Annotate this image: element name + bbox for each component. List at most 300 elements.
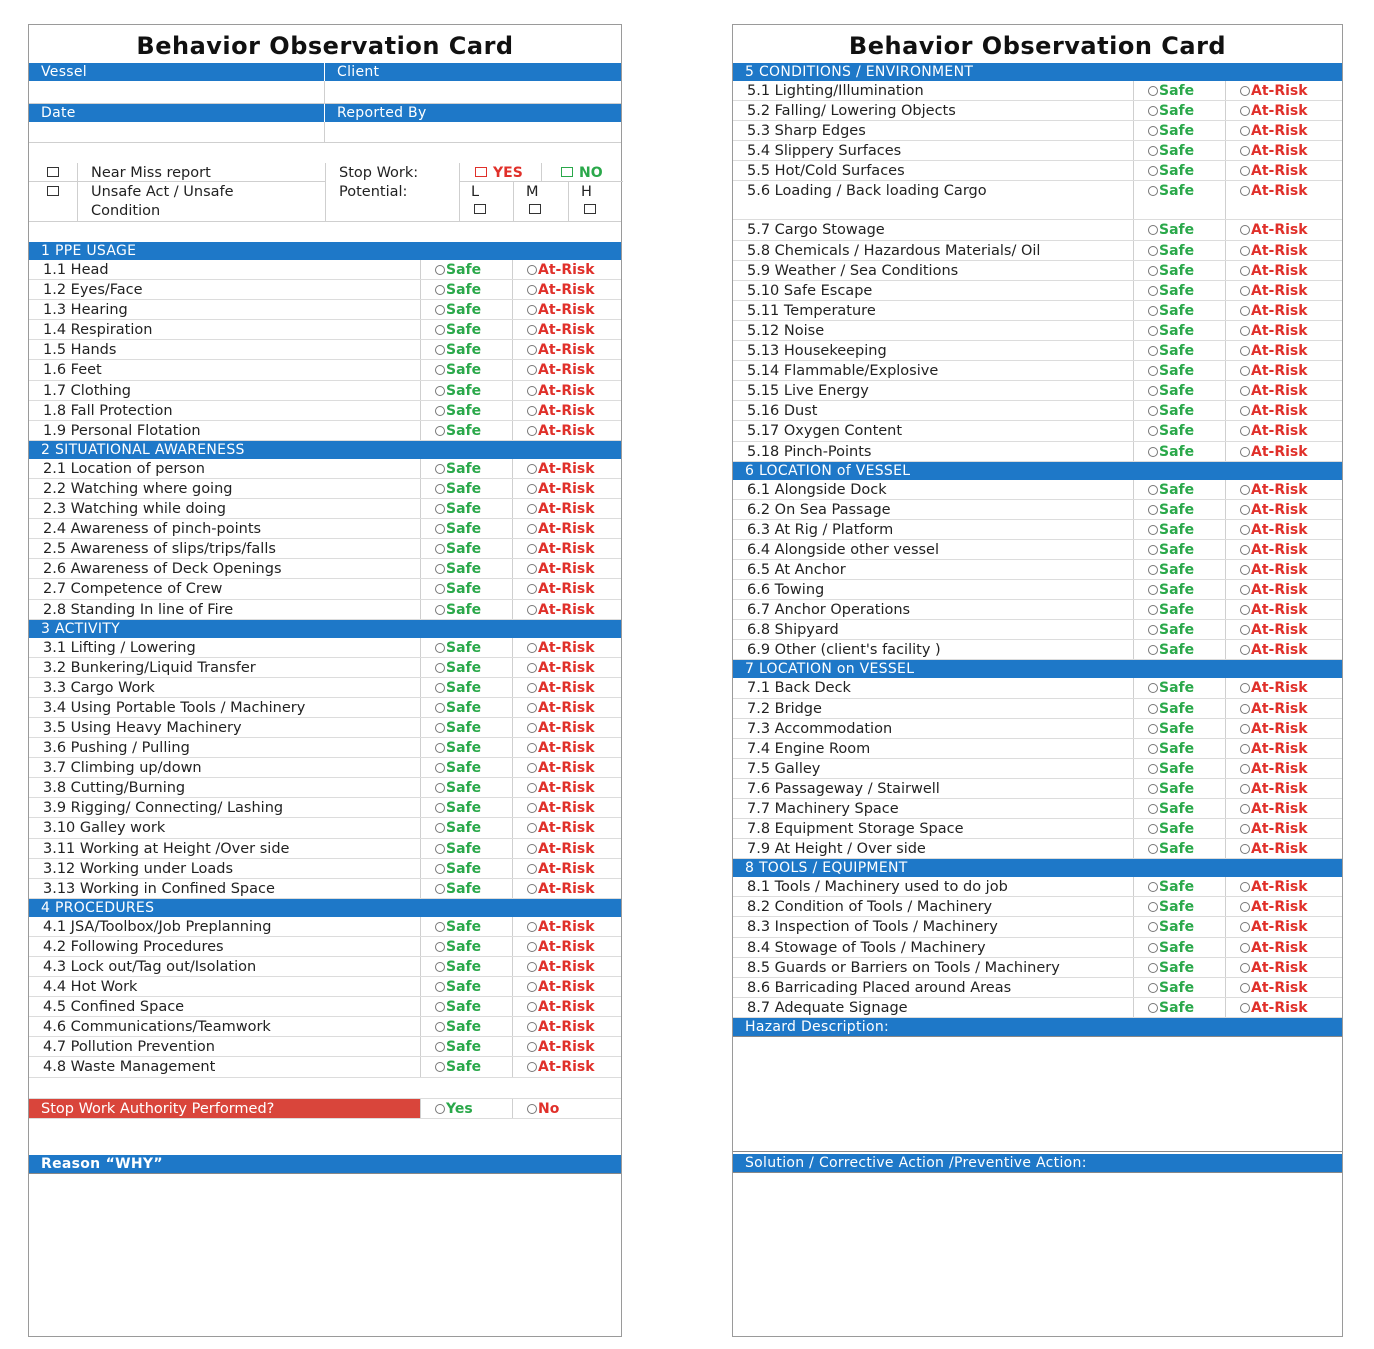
observation-label: 6.8 Shipyard: [733, 620, 1134, 639]
observation-row: [733, 141, 1342, 161]
at-risk-label: At-Risk: [1251, 423, 1308, 440]
safe-label: Safe: [1159, 521, 1195, 538]
safe-option[interactable]: [1134, 401, 1226, 420]
reason-text-area[interactable]: [29, 1173, 621, 1327]
near-miss-checkbox[interactable]: [47, 167, 59, 177]
radio-icon: [1240, 505, 1250, 515]
at-risk-option[interactable]: [1226, 442, 1342, 461]
at-risk-option[interactable]: [1226, 301, 1342, 320]
at-risk-option[interactable]: [513, 340, 619, 359]
client-field[interactable]: [325, 81, 621, 103]
at-risk-option[interactable]: [513, 917, 619, 936]
safe-option[interactable]: [421, 917, 513, 936]
at-risk-option[interactable]: [513, 459, 619, 478]
at-risk-option[interactable]: [513, 798, 619, 817]
observation-row: [733, 121, 1342, 141]
radio-icon: [1148, 704, 1158, 714]
observation-label: 7.4 Engine Room: [733, 739, 1134, 758]
safe-option[interactable]: [1134, 520, 1226, 539]
at-risk-option[interactable]: [1226, 241, 1342, 260]
vessel-label: Vessel: [29, 63, 325, 81]
safe-option[interactable]: [1134, 121, 1226, 140]
at-risk-option[interactable]: [513, 600, 619, 619]
safe-option[interactable]: [421, 539, 513, 558]
radio-icon: [1148, 266, 1158, 276]
safe-option[interactable]: [1134, 600, 1226, 619]
at-risk-option[interactable]: [1226, 261, 1342, 280]
safe-option[interactable]: [1134, 719, 1226, 738]
at-risk-option[interactable]: [513, 280, 619, 299]
observation-label: 5.15 Live Energy: [733, 381, 1134, 400]
column-divider: [459, 163, 460, 221]
observation-label: 6.9 Other (client's facility ): [733, 640, 1134, 659]
safe-option[interactable]: [1134, 839, 1226, 858]
safe-option[interactable]: [1134, 739, 1226, 758]
at-risk-label: At-Risk: [1251, 242, 1308, 259]
at-risk-option[interactable]: [1226, 401, 1342, 420]
card-title: Behavior Observation Card: [848, 32, 1227, 60]
observation-label: 3.7 Climbing up/down: [29, 758, 421, 777]
safe-option[interactable]: [421, 937, 513, 956]
at-risk-option[interactable]: [513, 698, 619, 717]
safe-option[interactable]: [1134, 261, 1226, 280]
at-risk-option[interactable]: [513, 260, 619, 279]
observation-row: [29, 381, 621, 401]
at-risk-option[interactable]: [513, 839, 619, 858]
radio-icon: [1148, 485, 1158, 495]
at-risk-option[interactable]: [1226, 480, 1342, 499]
at-risk-label: At-Risk: [1251, 780, 1308, 797]
safe-label: Safe: [1159, 481, 1195, 498]
safe-option[interactable]: [1134, 819, 1226, 838]
safe-option[interactable]: [1134, 897, 1226, 916]
at-risk-label: At-Risk: [538, 699, 595, 716]
swa-no-option[interactable]: [513, 1099, 619, 1118]
radio-icon: [435, 406, 445, 416]
safe-option[interactable]: [421, 879, 513, 898]
date-label: Date: [29, 104, 325, 122]
observation-label: 7.2 Bridge: [733, 699, 1134, 718]
at-risk-label: At-Risk: [1251, 622, 1308, 639]
at-risk-option[interactable]: [513, 381, 619, 400]
hazard-description-area[interactable]: [733, 1036, 1342, 1152]
observation-row: [733, 779, 1342, 799]
safe-option[interactable]: [1134, 161, 1226, 180]
safe-option[interactable]: [421, 1017, 513, 1036]
safe-option[interactable]: [421, 678, 513, 697]
safe-option[interactable]: [421, 579, 513, 598]
safe-option[interactable]: [1134, 699, 1226, 718]
at-risk-option[interactable]: [1226, 938, 1342, 957]
radio-icon: [435, 823, 445, 833]
at-risk-label: At-Risk: [538, 1019, 595, 1036]
safe-label: Safe: [446, 719, 482, 736]
vessel-field[interactable]: [29, 81, 325, 103]
observation-label: 5.10 Safe Escape: [733, 281, 1134, 300]
safe-option[interactable]: [421, 360, 513, 379]
safe-option[interactable]: [421, 499, 513, 518]
observation-label: 5.1 Lighting/Illumination: [733, 81, 1134, 100]
observation-row: [29, 260, 621, 280]
safe-option[interactable]: [1134, 917, 1226, 936]
at-risk-option[interactable]: [513, 360, 619, 379]
observation-row: [29, 977, 621, 997]
section-header: 4 PROCEDURES: [29, 899, 621, 917]
safe-option[interactable]: [421, 340, 513, 359]
observation-row: [29, 957, 621, 977]
radio-icon: [1240, 605, 1250, 615]
at-risk-option[interactable]: [513, 879, 619, 898]
at-risk-option[interactable]: [1226, 600, 1342, 619]
safe-option[interactable]: [421, 658, 513, 677]
at-risk-option[interactable]: [1226, 580, 1342, 599]
observation-row: [29, 519, 621, 539]
observation-row: [733, 938, 1342, 958]
safe-option[interactable]: [421, 778, 513, 797]
at-risk-option[interactable]: [1226, 978, 1342, 997]
radio-icon: [1148, 744, 1158, 754]
safe-option[interactable]: [421, 977, 513, 996]
observation-row: [29, 1057, 621, 1077]
radio-icon: [1240, 645, 1250, 655]
observation-label: 4.4 Hot Work: [29, 977, 421, 996]
at-risk-option[interactable]: [1226, 877, 1342, 896]
radio-icon: [527, 864, 537, 874]
at-risk-option[interactable]: [1226, 161, 1342, 180]
safe-option[interactable]: [1134, 580, 1226, 599]
radio-icon: [527, 544, 537, 554]
safe-option[interactable]: [421, 401, 513, 420]
safe-option[interactable]: [421, 698, 513, 717]
safe-option[interactable]: [421, 421, 513, 440]
level-l-checkbox[interactable]: [474, 204, 486, 214]
right-sections: [733, 63, 1342, 1018]
safe-option[interactable]: [421, 758, 513, 777]
safe-option[interactable]: [1134, 341, 1226, 360]
section-header: 1 PPE USAGE: [29, 242, 621, 260]
safe-label: Safe: [1159, 363, 1195, 380]
radio-icon: [435, 1104, 445, 1114]
observation-label: 3.12 Working under Loads: [29, 859, 421, 878]
at-risk-option[interactable]: [513, 499, 619, 518]
at-risk-option[interactable]: [513, 300, 619, 319]
near-miss-label: Near Miss report: [91, 165, 211, 181]
at-risk-label: At-Risk: [1251, 222, 1308, 239]
safe-label: Safe: [446, 999, 482, 1016]
safe-option[interactable]: [421, 320, 513, 339]
at-risk-option[interactable]: [513, 1017, 619, 1036]
at-risk-option[interactable]: [1226, 640, 1342, 659]
safe-option[interactable]: [1134, 759, 1226, 778]
safe-option[interactable]: [1134, 241, 1226, 260]
safe-label: Safe: [446, 561, 482, 578]
at-risk-label: At-Risk: [538, 780, 595, 797]
at-risk-option[interactable]: [1226, 678, 1342, 697]
observation-label: 3.6 Pushing / Pulling: [29, 738, 421, 757]
safe-label: Safe: [446, 880, 482, 897]
safe-option[interactable]: [421, 381, 513, 400]
safe-option[interactable]: [421, 718, 513, 737]
at-risk-label: At-Risk: [538, 719, 595, 736]
safe-option[interactable]: [1134, 799, 1226, 818]
safe-option[interactable]: [421, 638, 513, 657]
at-risk-label: At-Risk: [538, 581, 595, 598]
safe-option[interactable]: [1134, 301, 1226, 320]
safe-label: Safe: [1159, 322, 1195, 339]
radio-icon: [1240, 1003, 1250, 1013]
stop-work-yes-checkbox[interactable]: [475, 167, 487, 177]
safe-option[interactable]: [421, 859, 513, 878]
level-m-checkbox[interactable]: [529, 204, 541, 214]
safe-label: Safe: [1159, 83, 1195, 99]
observation-row: [29, 421, 621, 441]
safe-option[interactable]: [421, 818, 513, 837]
safe-label: Safe: [446, 699, 482, 716]
safe-option[interactable]: [1134, 640, 1226, 659]
at-risk-option[interactable]: [1226, 839, 1342, 858]
safe-label: Safe: [1159, 899, 1195, 916]
safe-option[interactable]: [421, 839, 513, 858]
safe-label: Safe: [1159, 642, 1195, 659]
safe-option[interactable]: [421, 997, 513, 1016]
at-risk-option[interactable]: [513, 1057, 619, 1076]
level-h-checkbox[interactable]: [584, 204, 596, 214]
report-type-section: [29, 163, 326, 221]
safe-option[interactable]: [1134, 281, 1226, 300]
safe-label: Safe: [1159, 541, 1195, 558]
at-risk-option[interactable]: [1226, 321, 1342, 340]
at-risk-option[interactable]: [1226, 560, 1342, 579]
at-risk-option[interactable]: [1226, 699, 1342, 718]
at-risk-option[interactable]: [513, 658, 619, 677]
at-risk-option[interactable]: [1226, 779, 1342, 798]
at-risk-option[interactable]: [1226, 620, 1342, 639]
at-risk-option[interactable]: [1226, 819, 1342, 838]
safe-option[interactable]: [421, 260, 513, 279]
safe-label: Safe: [446, 302, 482, 319]
at-risk-option[interactable]: [1226, 181, 1342, 219]
radio-icon: [527, 1022, 537, 1032]
at-risk-option[interactable]: [513, 818, 619, 837]
observation-row: [733, 341, 1342, 361]
at-risk-option[interactable]: [513, 997, 619, 1016]
at-risk-option[interactable]: [1226, 897, 1342, 916]
observation-label: 1.2 Eyes/Face: [29, 280, 421, 299]
at-risk-option[interactable]: [513, 401, 619, 420]
observation-row: [29, 997, 621, 1017]
at-risk-option[interactable]: [1226, 81, 1342, 100]
stop-work-authority-label: Stop Work Authority Performed?: [29, 1099, 421, 1118]
safe-option[interactable]: [421, 738, 513, 757]
at-risk-option[interactable]: [513, 479, 619, 498]
at-risk-option[interactable]: [1226, 540, 1342, 559]
safe-option[interactable]: [1134, 877, 1226, 896]
at-risk-option[interactable]: [513, 718, 619, 737]
at-risk-option[interactable]: [513, 778, 619, 797]
at-risk-option[interactable]: [1226, 341, 1342, 360]
safe-option[interactable]: [421, 300, 513, 319]
at-risk-label: At-Risk: [1251, 959, 1308, 976]
safe-label: Safe: [1159, 103, 1195, 120]
observation-row: [29, 479, 621, 499]
at-risk-option[interactable]: [513, 859, 619, 878]
at-risk-label: At-Risk: [1251, 642, 1308, 659]
at-risk-option[interactable]: [1226, 739, 1342, 758]
radio-icon: [1240, 764, 1250, 774]
at-risk-option[interactable]: [513, 559, 619, 578]
at-risk-option[interactable]: [1226, 917, 1342, 936]
at-risk-option[interactable]: [513, 758, 619, 777]
swa-yes-option[interactable]: [421, 1099, 513, 1118]
safe-option[interactable]: [421, 559, 513, 578]
at-risk-option[interactable]: [1226, 958, 1342, 977]
safe-option[interactable]: [1134, 540, 1226, 559]
radio-icon: [435, 584, 445, 594]
at-risk-option[interactable]: [1226, 281, 1342, 300]
at-risk-option[interactable]: [513, 638, 619, 657]
safe-option[interactable]: [1134, 500, 1226, 519]
safe-option[interactable]: [421, 600, 513, 619]
radio-icon: [1240, 704, 1250, 714]
date-field[interactable]: [29, 122, 325, 142]
observation-label: 5.17 Oxygen Content: [733, 421, 1134, 440]
at-risk-label: At-Risk: [1251, 899, 1308, 916]
radio-icon: [527, 285, 537, 295]
safe-option[interactable]: [421, 280, 513, 299]
at-risk-option[interactable]: [513, 519, 619, 538]
at-risk-option[interactable]: [513, 1037, 619, 1056]
safe-option[interactable]: [1134, 978, 1226, 997]
safe-option[interactable]: [1134, 220, 1226, 239]
left-observation-card: [28, 24, 622, 1337]
safe-option[interactable]: [421, 459, 513, 478]
safe-label: Safe: [1159, 700, 1195, 717]
observation-label: 2.5 Awareness of slips/trips/falls: [29, 539, 421, 558]
stop-work-yes-label: YES: [493, 165, 523, 181]
safe-option[interactable]: [421, 1037, 513, 1056]
at-risk-option[interactable]: [513, 421, 619, 440]
at-risk-option[interactable]: [1226, 520, 1342, 539]
at-risk-option[interactable]: [513, 579, 619, 598]
safe-option[interactable]: [1134, 998, 1226, 1017]
safe-option[interactable]: [421, 798, 513, 817]
safe-option[interactable]: [1134, 181, 1226, 219]
at-risk-option[interactable]: [1226, 799, 1342, 818]
safe-label: Safe: [1159, 383, 1195, 400]
at-risk-option[interactable]: [513, 678, 619, 697]
safe-label: Safe: [446, 639, 482, 656]
at-risk-option[interactable]: [1226, 998, 1342, 1017]
safe-option[interactable]: [1134, 442, 1226, 461]
at-risk-label: At-Risk: [1251, 383, 1308, 400]
safe-option[interactable]: [1134, 620, 1226, 639]
at-risk-option[interactable]: [1226, 220, 1342, 239]
at-risk-label: At-Risk: [538, 659, 595, 676]
radio-icon: [527, 1104, 537, 1114]
at-risk-option[interactable]: [1226, 719, 1342, 738]
at-risk-label: At-Risk: [1251, 501, 1308, 518]
reason-header: Reason “WHY”: [29, 1155, 621, 1173]
safe-option[interactable]: [1134, 938, 1226, 957]
at-risk-option[interactable]: [1226, 121, 1342, 140]
at-risk-option[interactable]: [1226, 381, 1342, 400]
observation-row: [29, 839, 621, 859]
at-risk-option[interactable]: [513, 977, 619, 996]
observation-row: [29, 1037, 621, 1057]
observation-row: [733, 958, 1342, 978]
at-risk-label: At-Risk: [538, 460, 595, 477]
at-risk-option[interactable]: [1226, 361, 1342, 380]
safe-option[interactable]: [1134, 381, 1226, 400]
observation-row: [733, 181, 1342, 220]
radio-icon: [435, 962, 445, 972]
safe-option[interactable]: [421, 479, 513, 498]
safe-option[interactable]: [1134, 361, 1226, 380]
at-risk-option[interactable]: [513, 539, 619, 558]
solution-area[interactable]: [733, 1172, 1342, 1322]
safe-option[interactable]: [1134, 480, 1226, 499]
safe-option[interactable]: [1134, 958, 1226, 977]
safe-option[interactable]: [1134, 678, 1226, 697]
at-risk-label: At-Risk: [1251, 720, 1308, 737]
radio-icon: [527, 942, 537, 952]
radio-icon: [1240, 485, 1250, 495]
safe-option[interactable]: [421, 519, 513, 538]
at-risk-label: At-Risk: [538, 918, 595, 935]
safe-option[interactable]: [1134, 141, 1226, 160]
safe-option[interactable]: [1134, 101, 1226, 120]
safe-label: Safe: [1159, 582, 1195, 599]
stop-work-no-checkbox[interactable]: [561, 167, 573, 177]
at-risk-option[interactable]: [1226, 101, 1342, 120]
at-risk-option[interactable]: [1226, 421, 1342, 440]
at-risk-label: At-Risk: [1251, 821, 1308, 838]
radio-icon: [435, 743, 445, 753]
safe-option[interactable]: [1134, 560, 1226, 579]
safe-label: Safe: [1159, 602, 1195, 619]
safe-option[interactable]: [421, 957, 513, 976]
radio-icon: [1240, 306, 1250, 316]
at-risk-option[interactable]: [1226, 500, 1342, 519]
observation-label: 5.14 Flammable/Explosive: [733, 361, 1134, 380]
at-risk-option[interactable]: [513, 937, 619, 956]
at-risk-option[interactable]: [1226, 759, 1342, 778]
safe-option[interactable]: [1134, 321, 1226, 340]
radio-icon: [1148, 447, 1158, 457]
radio-icon: [1148, 106, 1158, 116]
reported-by-field[interactable]: [325, 122, 621, 142]
report-type-block: [29, 163, 621, 222]
observation-row: [733, 442, 1342, 462]
observation-row: [733, 381, 1342, 401]
safe-option[interactable]: [1134, 421, 1226, 440]
at-risk-label: At-Risk: [1251, 302, 1308, 319]
at-risk-option[interactable]: [513, 957, 619, 976]
section-header: 7 LOCATION on VESSEL: [733, 660, 1342, 678]
at-risk-option[interactable]: [513, 320, 619, 339]
safe-option[interactable]: [1134, 779, 1226, 798]
safe-option[interactable]: [421, 1057, 513, 1076]
at-risk-option[interactable]: [513, 738, 619, 757]
unsafe-act-checkbox[interactable]: [47, 186, 59, 196]
column-divider: [541, 163, 542, 181]
safe-label: Safe: [446, 480, 482, 497]
at-risk-label: At-Risk: [538, 760, 595, 777]
radio-icon: [435, 723, 445, 733]
at-risk-option[interactable]: [1226, 141, 1342, 160]
safe-option[interactable]: [1134, 81, 1226, 100]
observation-row: [733, 241, 1342, 261]
